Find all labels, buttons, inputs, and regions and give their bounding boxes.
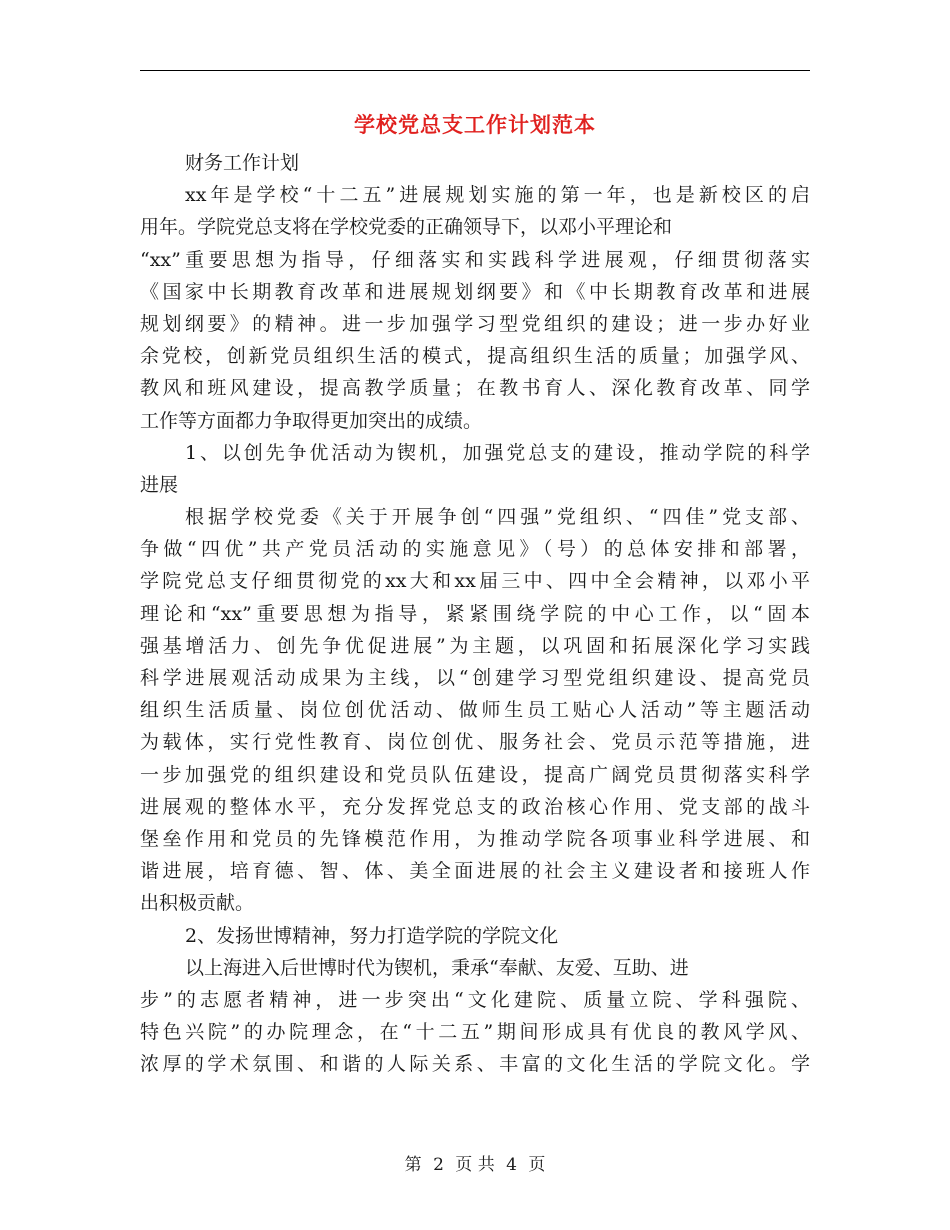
body-text-line: 特色兴院”的办院理念，在“十二五”期间形成具有优良的教风学风、 bbox=[140, 1021, 810, 1044]
body-text-line: 组织生活质量、岗位创优活动、做师生员工贴心人活动”等主题活动 bbox=[140, 699, 810, 722]
body-text-line: 进展观的整体水平，充分发挥党总支的政治核心作用、党支部的战斗 bbox=[140, 795, 810, 818]
document-body bbox=[140, 147, 810, 1080]
body-text-line: 一步加强党的组织建设和党员队伍建设，提高广阔党员贯彻落实科学 bbox=[140, 763, 810, 786]
body-text-line: 争做“四优”共产党员活动的实施意见》（号）的总体安排和部署， bbox=[140, 538, 810, 561]
document-title: 学校党总支工作计划范本 bbox=[354, 112, 596, 137]
header-rule bbox=[140, 70, 810, 71]
body-text-line: 余党校，创新党员组织生活的模式，提高组织生活的质量；加强学风、 bbox=[140, 345, 810, 368]
body-text-line: 教风和班风建设，提高教学质量；在教书育人、深化教育改革、同学 bbox=[140, 377, 810, 400]
body-text-line: 学院党总支仔细贯彻党的xx大和xx届三中、四中全会精神，以邓小平 bbox=[140, 570, 810, 593]
body-text-line: 根据学校党委《关于开展争创“四强”党组织、“四佳”党支部、 bbox=[185, 506, 810, 529]
body-text-line: 理论和“xx”重要思想为指导，紧紧围绕学院的中心工作，以“固本 bbox=[140, 602, 810, 625]
body-text-line: 堡垒作用和党员的先锋模范作用，为推动学院各项事业科学进展、和 bbox=[140, 827, 810, 850]
body-text-line: xx年是学校“十二五”进展规划实施的第一年，也是新校区的启 bbox=[185, 184, 810, 207]
body-text-line: 浓厚的学术氛围、和谐的人际关系、丰富的文化生活的学院文化。学 bbox=[140, 1053, 810, 1076]
body-text-line: 财务工作计划 bbox=[185, 152, 300, 174]
body-text-line: 《国家中长期教育改革和进展规划纲要》和《中长期教育改革和进展 bbox=[140, 280, 810, 303]
body-text-line: 用年。学院党总支将在学校党委的正确领导下，以邓小平理论和 bbox=[140, 216, 673, 239]
footer-suffix: 页 bbox=[528, 1155, 546, 1175]
body-text-line: 规划纲要》的精神。进一步加强学习型党组织的建设；进一步办好业 bbox=[140, 312, 810, 335]
page-footer bbox=[140, 1153, 810, 1177]
footer-prefix: 第 bbox=[404, 1155, 422, 1175]
body-text-line: 科学进展观活动成果为主线，以“创建学习型党组织建设、提高党员 bbox=[140, 667, 810, 689]
body-text-line: 步”的志愿者精神，进一步突出“文化建院、质量立院、学科强院、 bbox=[140, 988, 810, 1011]
body-text-line: 以上海进入后世博时代为锲机，秉承“奉献、友爱、互助、进 bbox=[185, 956, 689, 979]
body-text-line: 工作等方面都力争取得更加突出的成绩。 bbox=[140, 409, 483, 432]
body-text-line: 2、发扬世博精神，努力打造学院的学院文化 bbox=[185, 924, 559, 947]
footer-page-number: 2 bbox=[433, 1155, 444, 1175]
footer-middle: 页 共 bbox=[455, 1155, 495, 1175]
body-text-line: 强基增活力、创先争优促进展”为主题，以巩固和拓展深化学习实践 bbox=[140, 634, 810, 657]
body-text-line: 谐进展，培育德、智、体、美全面进展的社会主义建设者和接班人作 bbox=[140, 860, 810, 883]
body-text-line: 为载体，实行党性教育、岗位创优、服务社会、党员示范等措施，进 bbox=[140, 731, 810, 754]
footer-total-pages: 4 bbox=[506, 1155, 517, 1175]
body-text-line: 出积极贡献。 bbox=[140, 892, 255, 915]
body-text-line: 进展 bbox=[140, 473, 179, 496]
body-text-line: 1、以创先争优活动为锲机，加强党总支的建设，推动学院的科学 bbox=[185, 441, 810, 464]
body-text-line: “xx”重要思想为指导，仔细落实和实践科学进展观，仔细贯彻落实 bbox=[140, 248, 810, 271]
